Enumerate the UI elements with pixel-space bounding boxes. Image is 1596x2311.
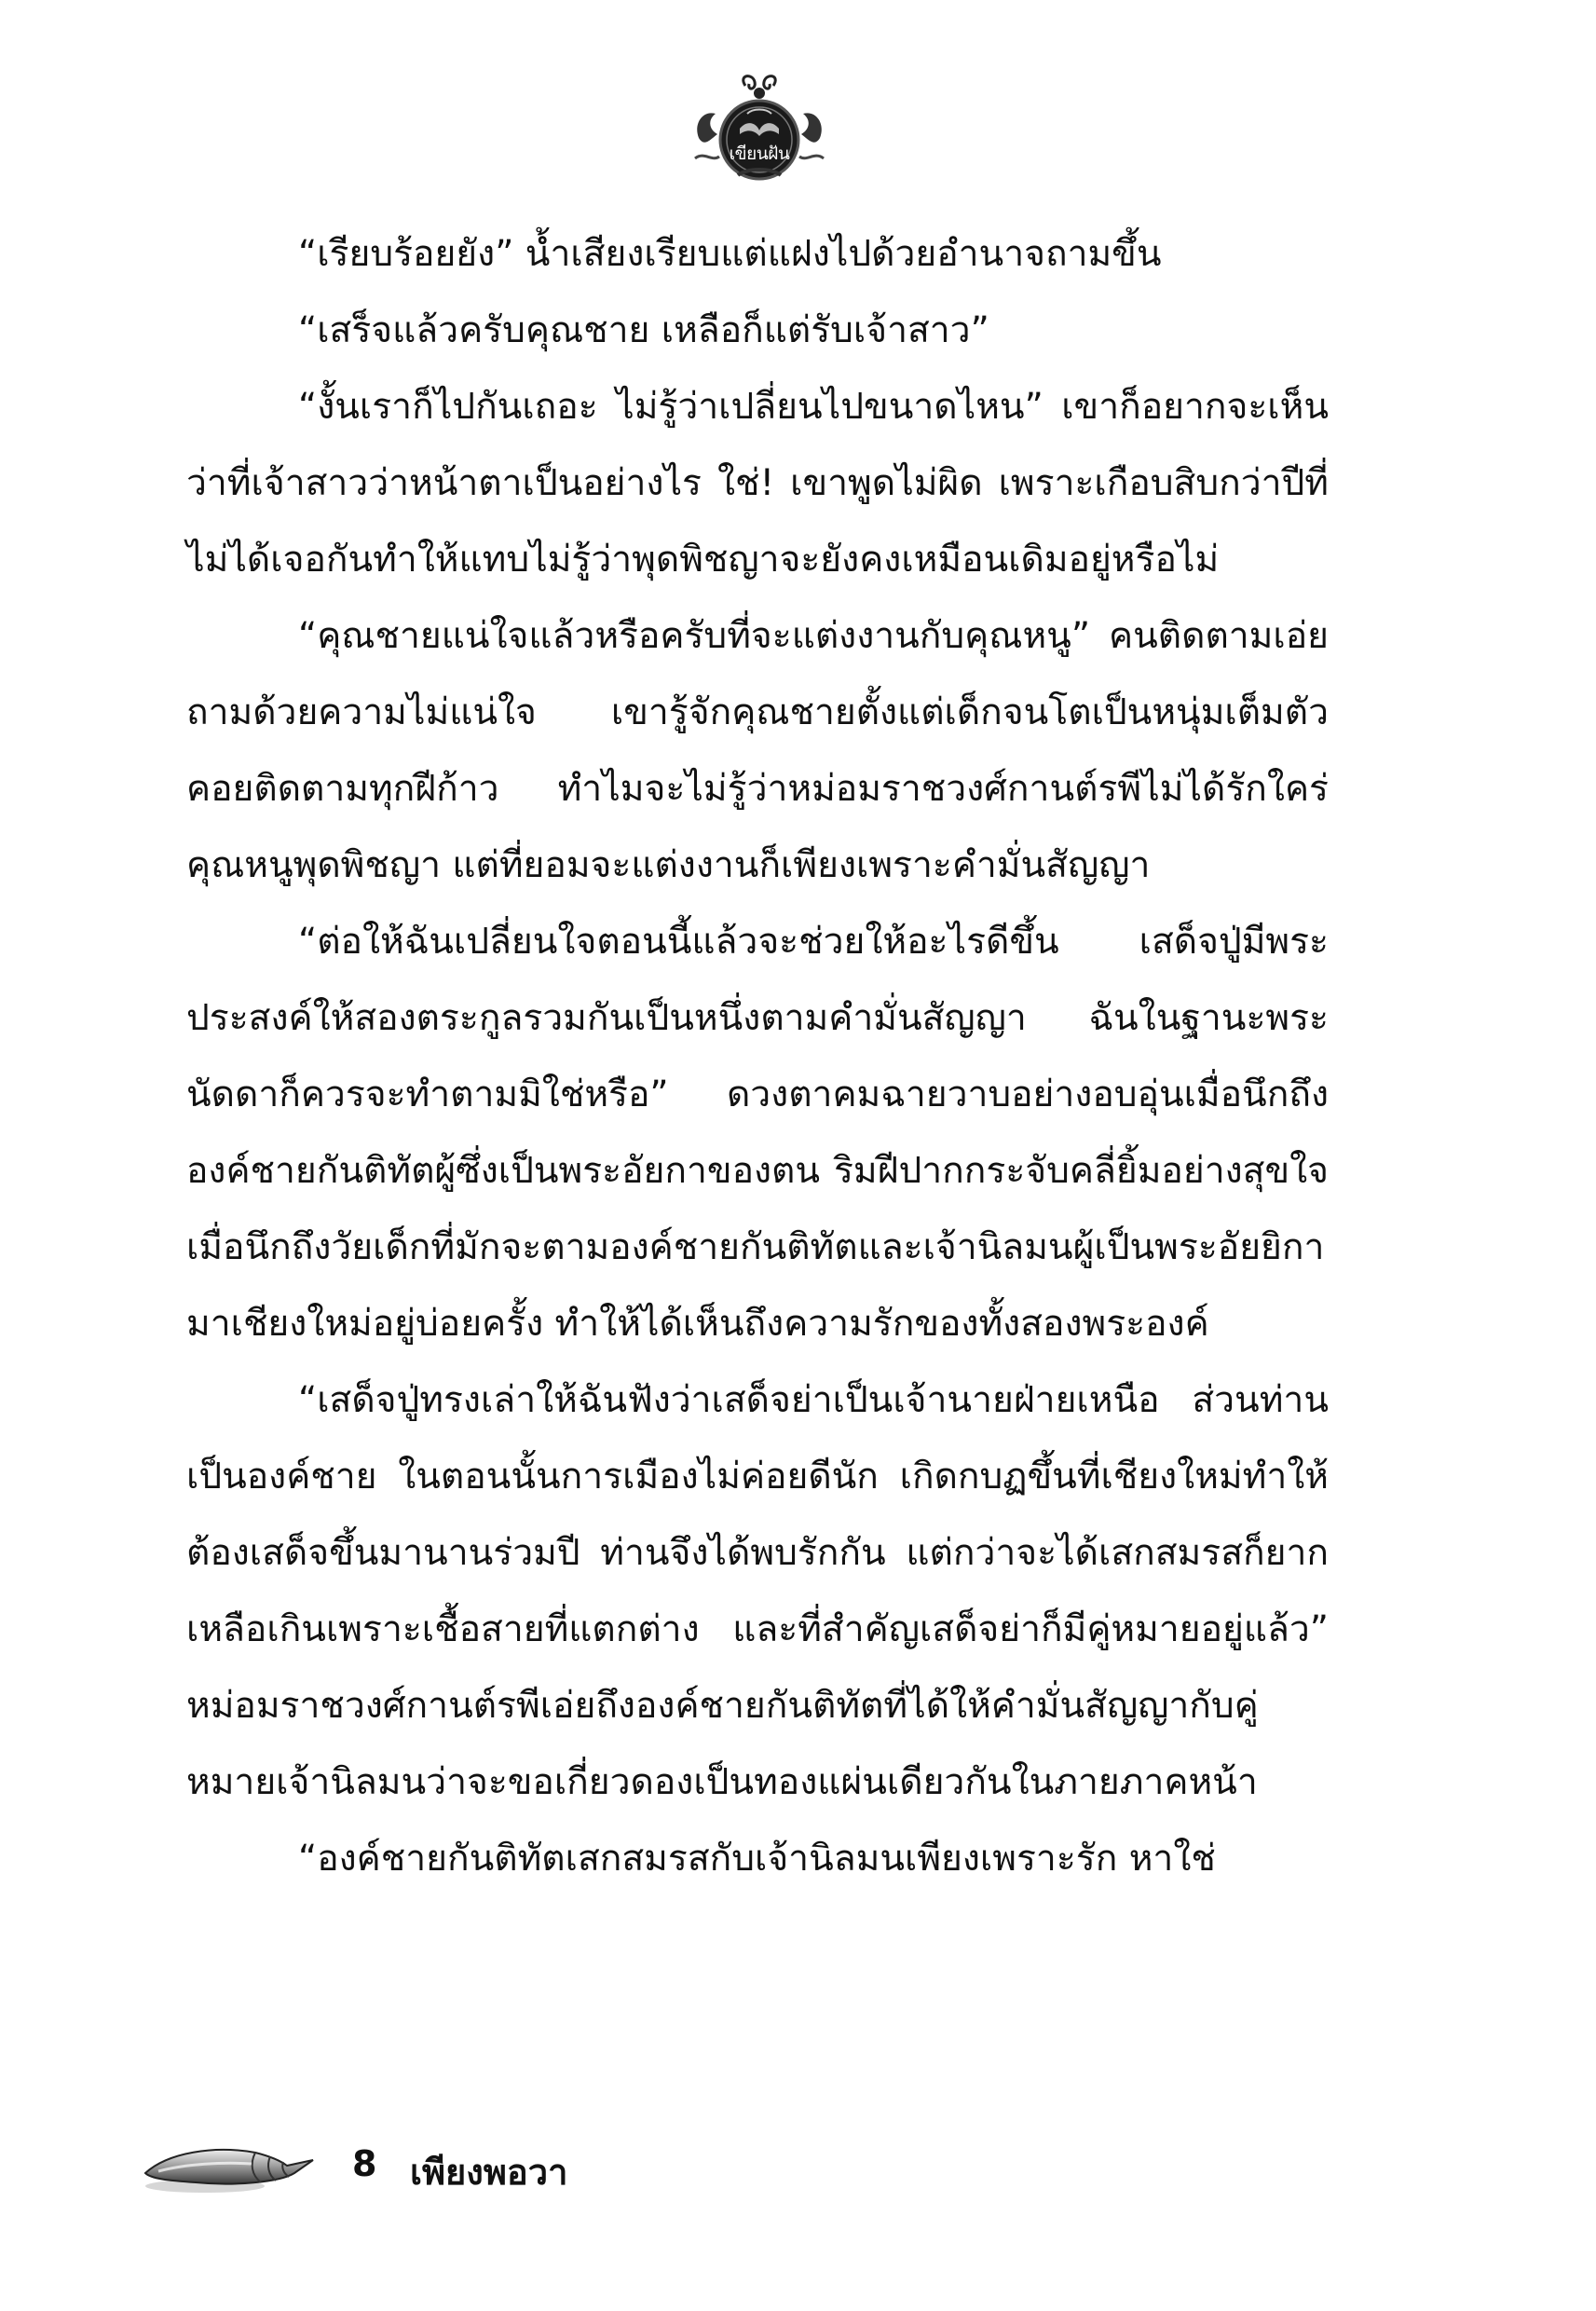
- paragraph: “เสด็จปู่ทรงเล่าให้ฉันฟังว่าเสด็จย่าเป็นเจ้านายฝ่ายเหนือ ส่วนท่านเป็นองค์ชาย ในตอนนั้นการเมืองไม่ค่อยดีนัก เกิดกบฏขึ้นที่เชียงใหม่ทำให้ต้องเสด็จขึ้นมานานร่วมปี ท่านจึงได้พบรักกัน แต่กว่าจะได้เสกสมรสก็ยากเหลือเกินเพราะเชื้อสายที่แตกต่าง และที่สำคัญเสด็จย่าก็มีคู่หมายอยู่แล้ว” หม่อมราชวงศ์กานต์รพีเอ่ยถึงองค์ชายกันติทัตที่ได้ให้คำมั่นสัญญากับคู่หมายเจ้านิลมนว่าจะขอเกี่ยวดองเป็นทองแผ่นเดียวกันในภายภาคหน้า: [186, 1379, 1329, 1803]
- chapter-body: [186, 216, 1329, 1897]
- paragraph: “เสร็จแล้วครับคุณชาย เหลือก็แต่รับเจ้าสาว”: [298, 309, 989, 351]
- emblem-text: เขียนฝัน: [729, 144, 790, 164]
- book-title: เพียงพอวา: [410, 2152, 568, 2193]
- header-emblem: [691, 73, 827, 183]
- paragraph: “เรียบร้อยยัง” น้ำเสียงเรียบแต่แฝงไปด้วยอำนาจถามขึ้น: [298, 233, 1162, 275]
- paragraph: “ต่อให้ฉันเปลี่ยนใจตอนนี้แล้วจะช่วยให้อะไรดีขึ้น เสด็จปู่มีพระประสงค์ให้สองตระกูลรวมกันเป็นหนึ่งตามคำมั่นสัญญา ฉันในฐานะพระนัดดาก็ควรจะทำตามมิใช่หรือ” ดวงตาคมฉายวาบอย่างอบอุ่นเมื่อนึกถึงองค์ชายกันติทัตผู้ซึ่งเป็นพระอัยกาของตน ริมฝีปากกระจับคลี่ยิ้มอย่างสุขใจเมื่อนึกถึงวัยเด็กที่มักจะตามองค์ชายกันติทัตและเจ้านิลมนผู้เป็นพระอัยยิกามาเชียงใหม่อยู่บ่อยครั้ง ทำให้ได้เห็นถึงความรักของทั้งสองพระองค์: [186, 921, 1329, 1345]
- page-footer: [140, 2132, 792, 2197]
- paragraph: “งั้นเราก็ไปกันเถอะ ไม่รู้ว่าเปลี่ยนไปขนาดไหน” เขาก็อยากจะเห็นว่าที่เจ้าสาวว่าหน้าตาเป็นอย่างไร ใช่! เขาพูดไม่ผิด เพราะเกือบสิบกว่าปีที่ไม่ได้เจอกันทำให้แทบไม่รู้ว่าพุดพิชญาจะยังคงเหมือนเดิมอยู่หรือไม่: [186, 386, 1329, 581]
- paragraph: “คุณชายแน่ใจแล้วหรือครับที่จะแต่งงานกับคุณหนู” คนติดตามเอ่ยถามด้วยความไม่แน่ใจ เขารู้จักคุณชายตั้งแต่เด็กจนโตเป็นหนุ่มเต็มตัว คอยติดตามทุกฝีก้าว ทำไมจะไม่รู้ว่าหม่อมราชวงศ์กานต์รพีไม่ได้รักใคร่คุณหนูพุดพิชญา แต่ที่ยอมจะแต่งงานก็เพียงเพราะคำมั่นสัญญา: [186, 615, 1329, 886]
- paragraph: “องค์ชายกันติทัตเสกสมรสกับเจ้านิลมนเพียงเพราะรัก หาใช่: [298, 1838, 1216, 1880]
- page-number: 8: [352, 2143, 377, 2184]
- seashell-icon: [140, 2132, 317, 2197]
